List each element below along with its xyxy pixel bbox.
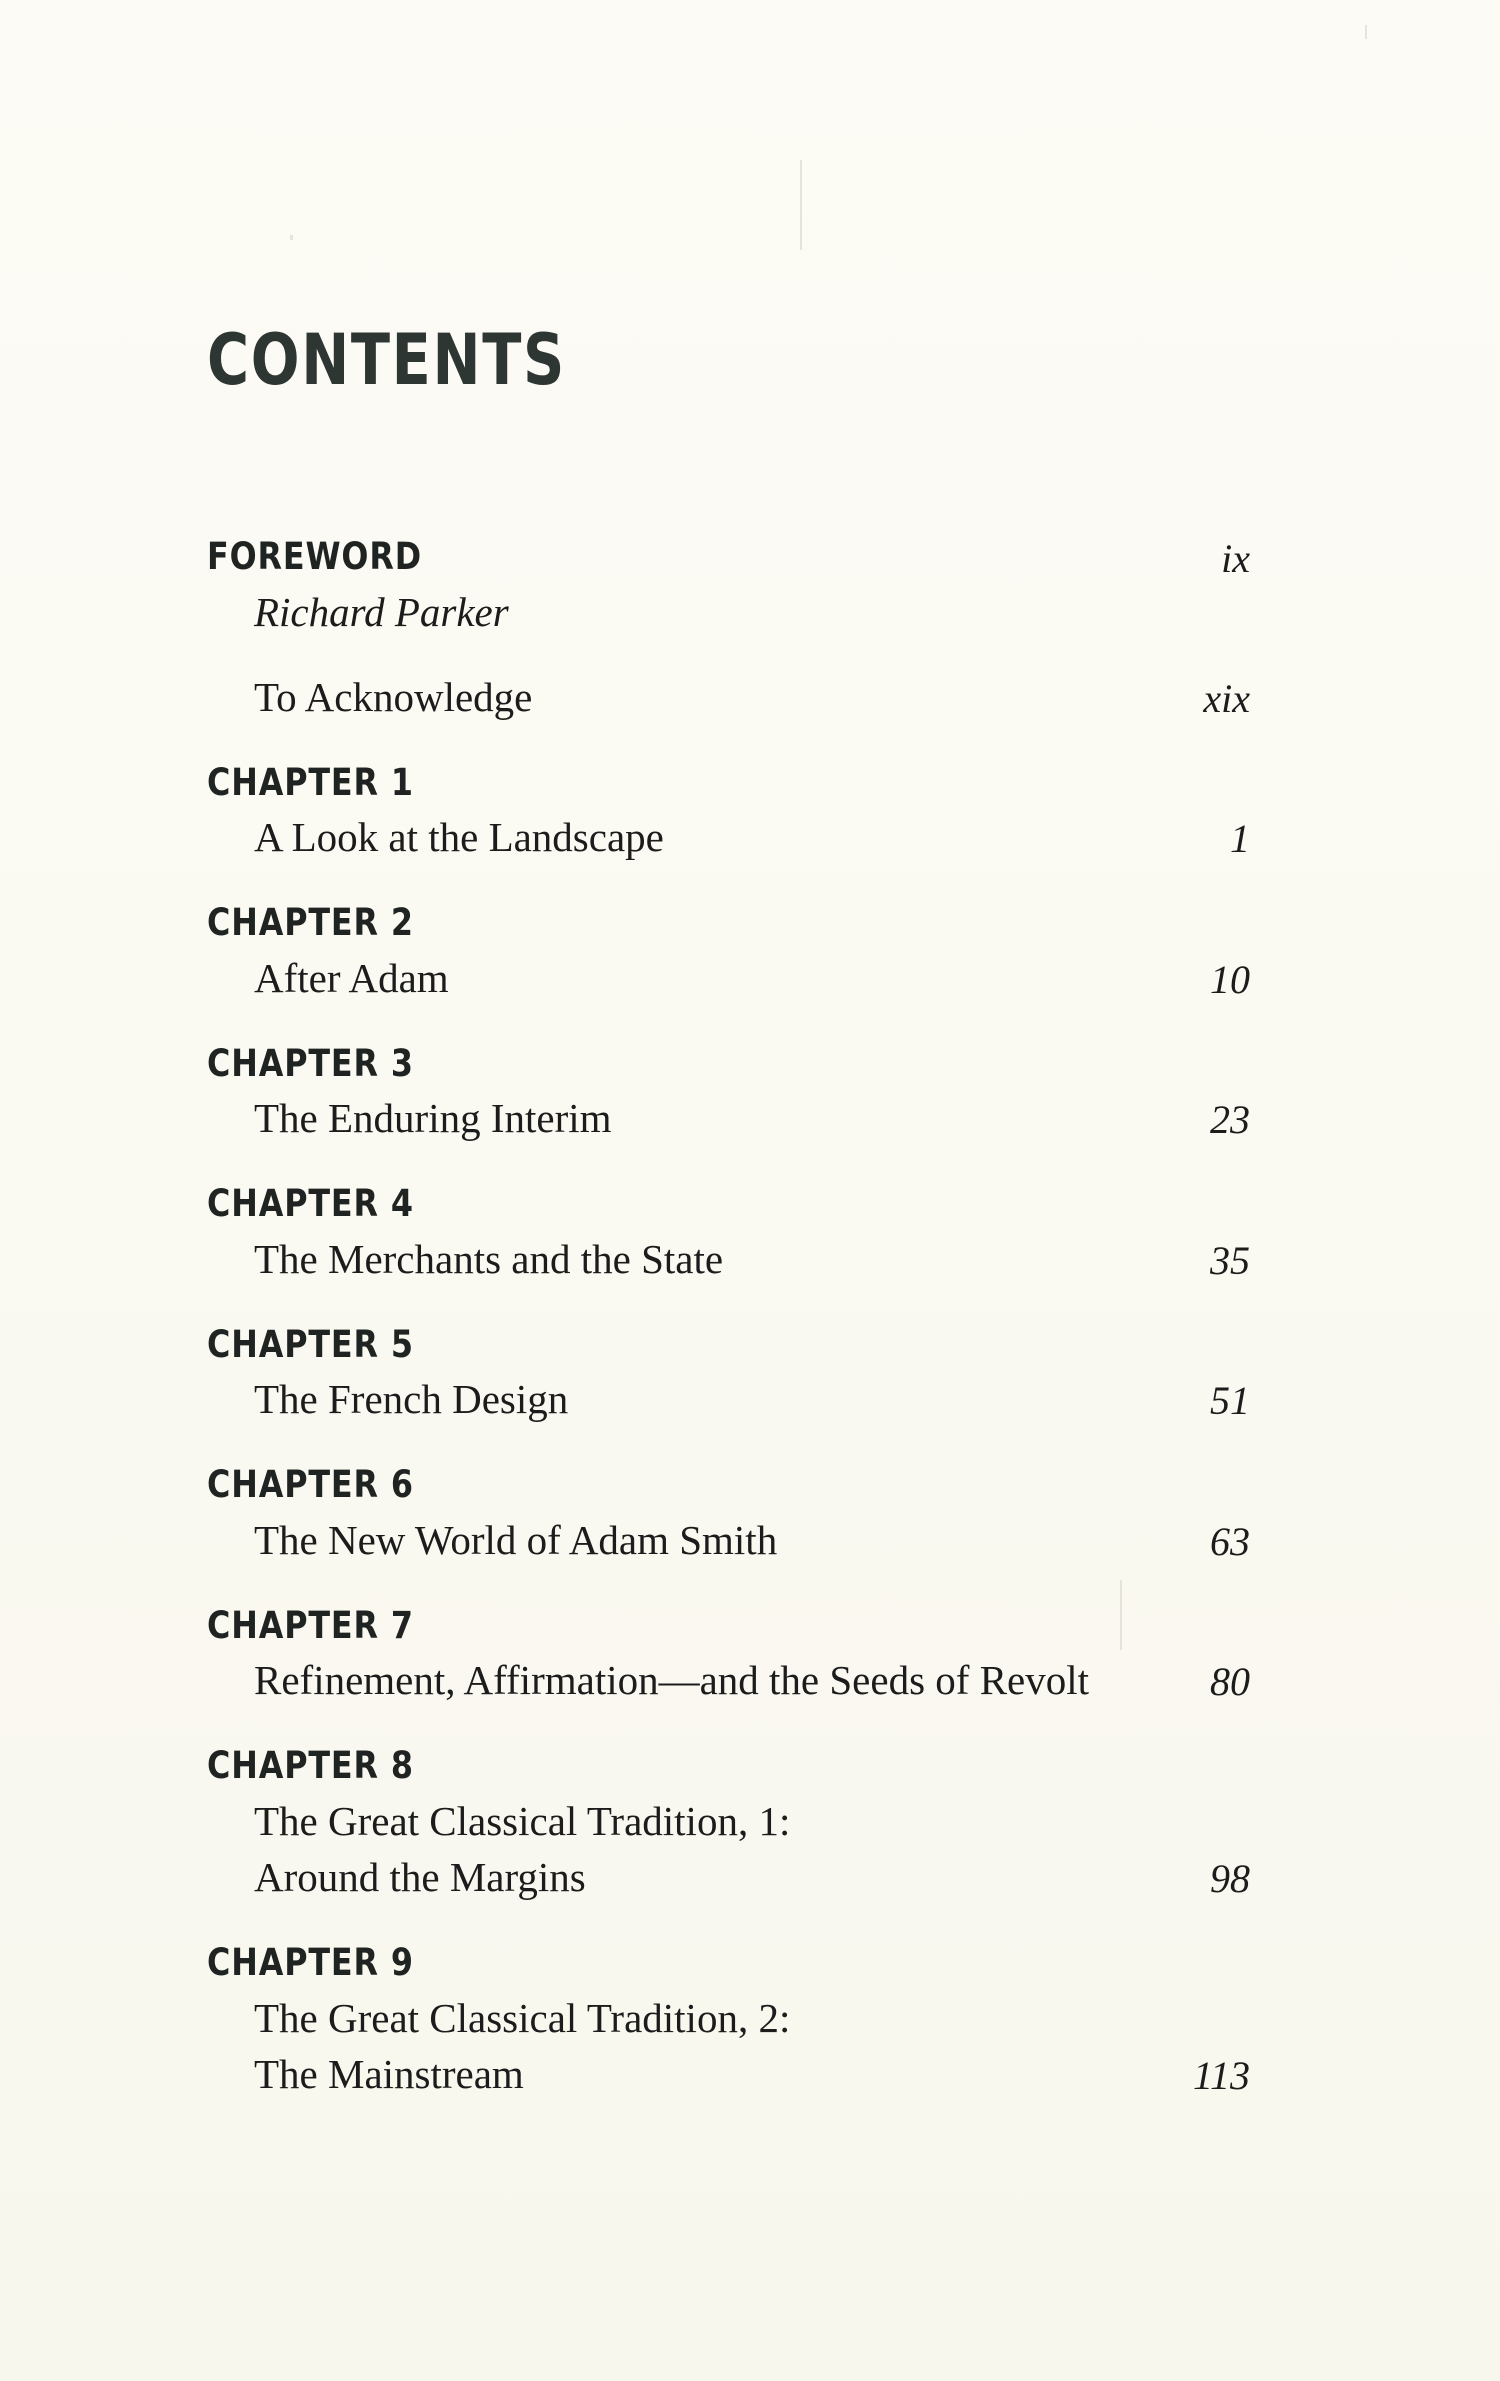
chapter-4-title: The Merchants and the State: [254, 1236, 724, 1282]
chapter-6-page-number: 63: [1210, 1519, 1250, 1564]
chapter-9-title-line-2: The Mainstream: [254, 2051, 524, 2097]
chapter-9-heading: CHAPTER 9: [207, 1941, 414, 1984]
chapter-7-title: Refinement, Affirmation—and the Seeds of Revolt: [254, 1657, 1090, 1703]
acknowledge-page-number: xix: [1203, 676, 1250, 721]
chapter-6-heading: CHAPTER 6: [207, 1463, 414, 1506]
foreword-heading: FOREWORD: [207, 535, 422, 578]
chapter-1-heading: CHAPTER 1: [207, 761, 414, 804]
chapter-3-title: The Enduring Interim: [254, 1095, 612, 1141]
page-title: CONTENTS: [207, 319, 566, 401]
chapter-3-page-number: 23: [1210, 1097, 1250, 1142]
chapter-5-heading: CHAPTER 5: [207, 1323, 414, 1366]
paper-speck: [290, 235, 293, 240]
chapter-1-title: A Look at the Landscape: [254, 814, 664, 860]
chapter-4-heading: CHAPTER 4: [207, 1182, 414, 1225]
chapter-6-title: The New World of Adam Smith: [254, 1517, 778, 1563]
chapter-8-title-line-1: The Great Classical Tradition, 1:: [254, 1798, 791, 1844]
chapter-2-title: After Adam: [254, 955, 449, 1001]
paper-speck: [1120, 1580, 1122, 1650]
chapter-8-title-line-2: Around the Margins: [254, 1854, 586, 1900]
acknowledge-title: To Acknowledge: [254, 674, 533, 720]
chapter-2-page-number: 10: [1210, 957, 1250, 1002]
chapter-2-heading: CHAPTER 2: [207, 901, 414, 944]
chapter-8-heading: CHAPTER 8: [207, 1744, 414, 1787]
chapter-5-title: The French Design: [254, 1376, 569, 1422]
chapter-9-title-line-1: The Great Classical Tradition, 2:: [254, 1995, 791, 2041]
foreword-author: Richard Parker: [254, 589, 509, 635]
paper-speck: [1365, 25, 1367, 39]
chapter-7-heading: CHAPTER 7: [207, 1604, 414, 1647]
paper-speck: [800, 160, 802, 250]
chapter-5-page-number: 51: [1210, 1378, 1250, 1423]
chapter-1-page-number: 1: [1230, 816, 1250, 861]
chapter-7-page-number: 80: [1210, 1659, 1250, 1704]
foreword-page-number: ix: [1221, 536, 1250, 581]
chapter-8-page-number: 98: [1210, 1856, 1250, 1901]
chapter-3-heading: CHAPTER 3: [207, 1042, 414, 1085]
chapter-4-page-number: 35: [1210, 1238, 1250, 1283]
chapter-9-page-number: 113: [1192, 2053, 1250, 2098]
